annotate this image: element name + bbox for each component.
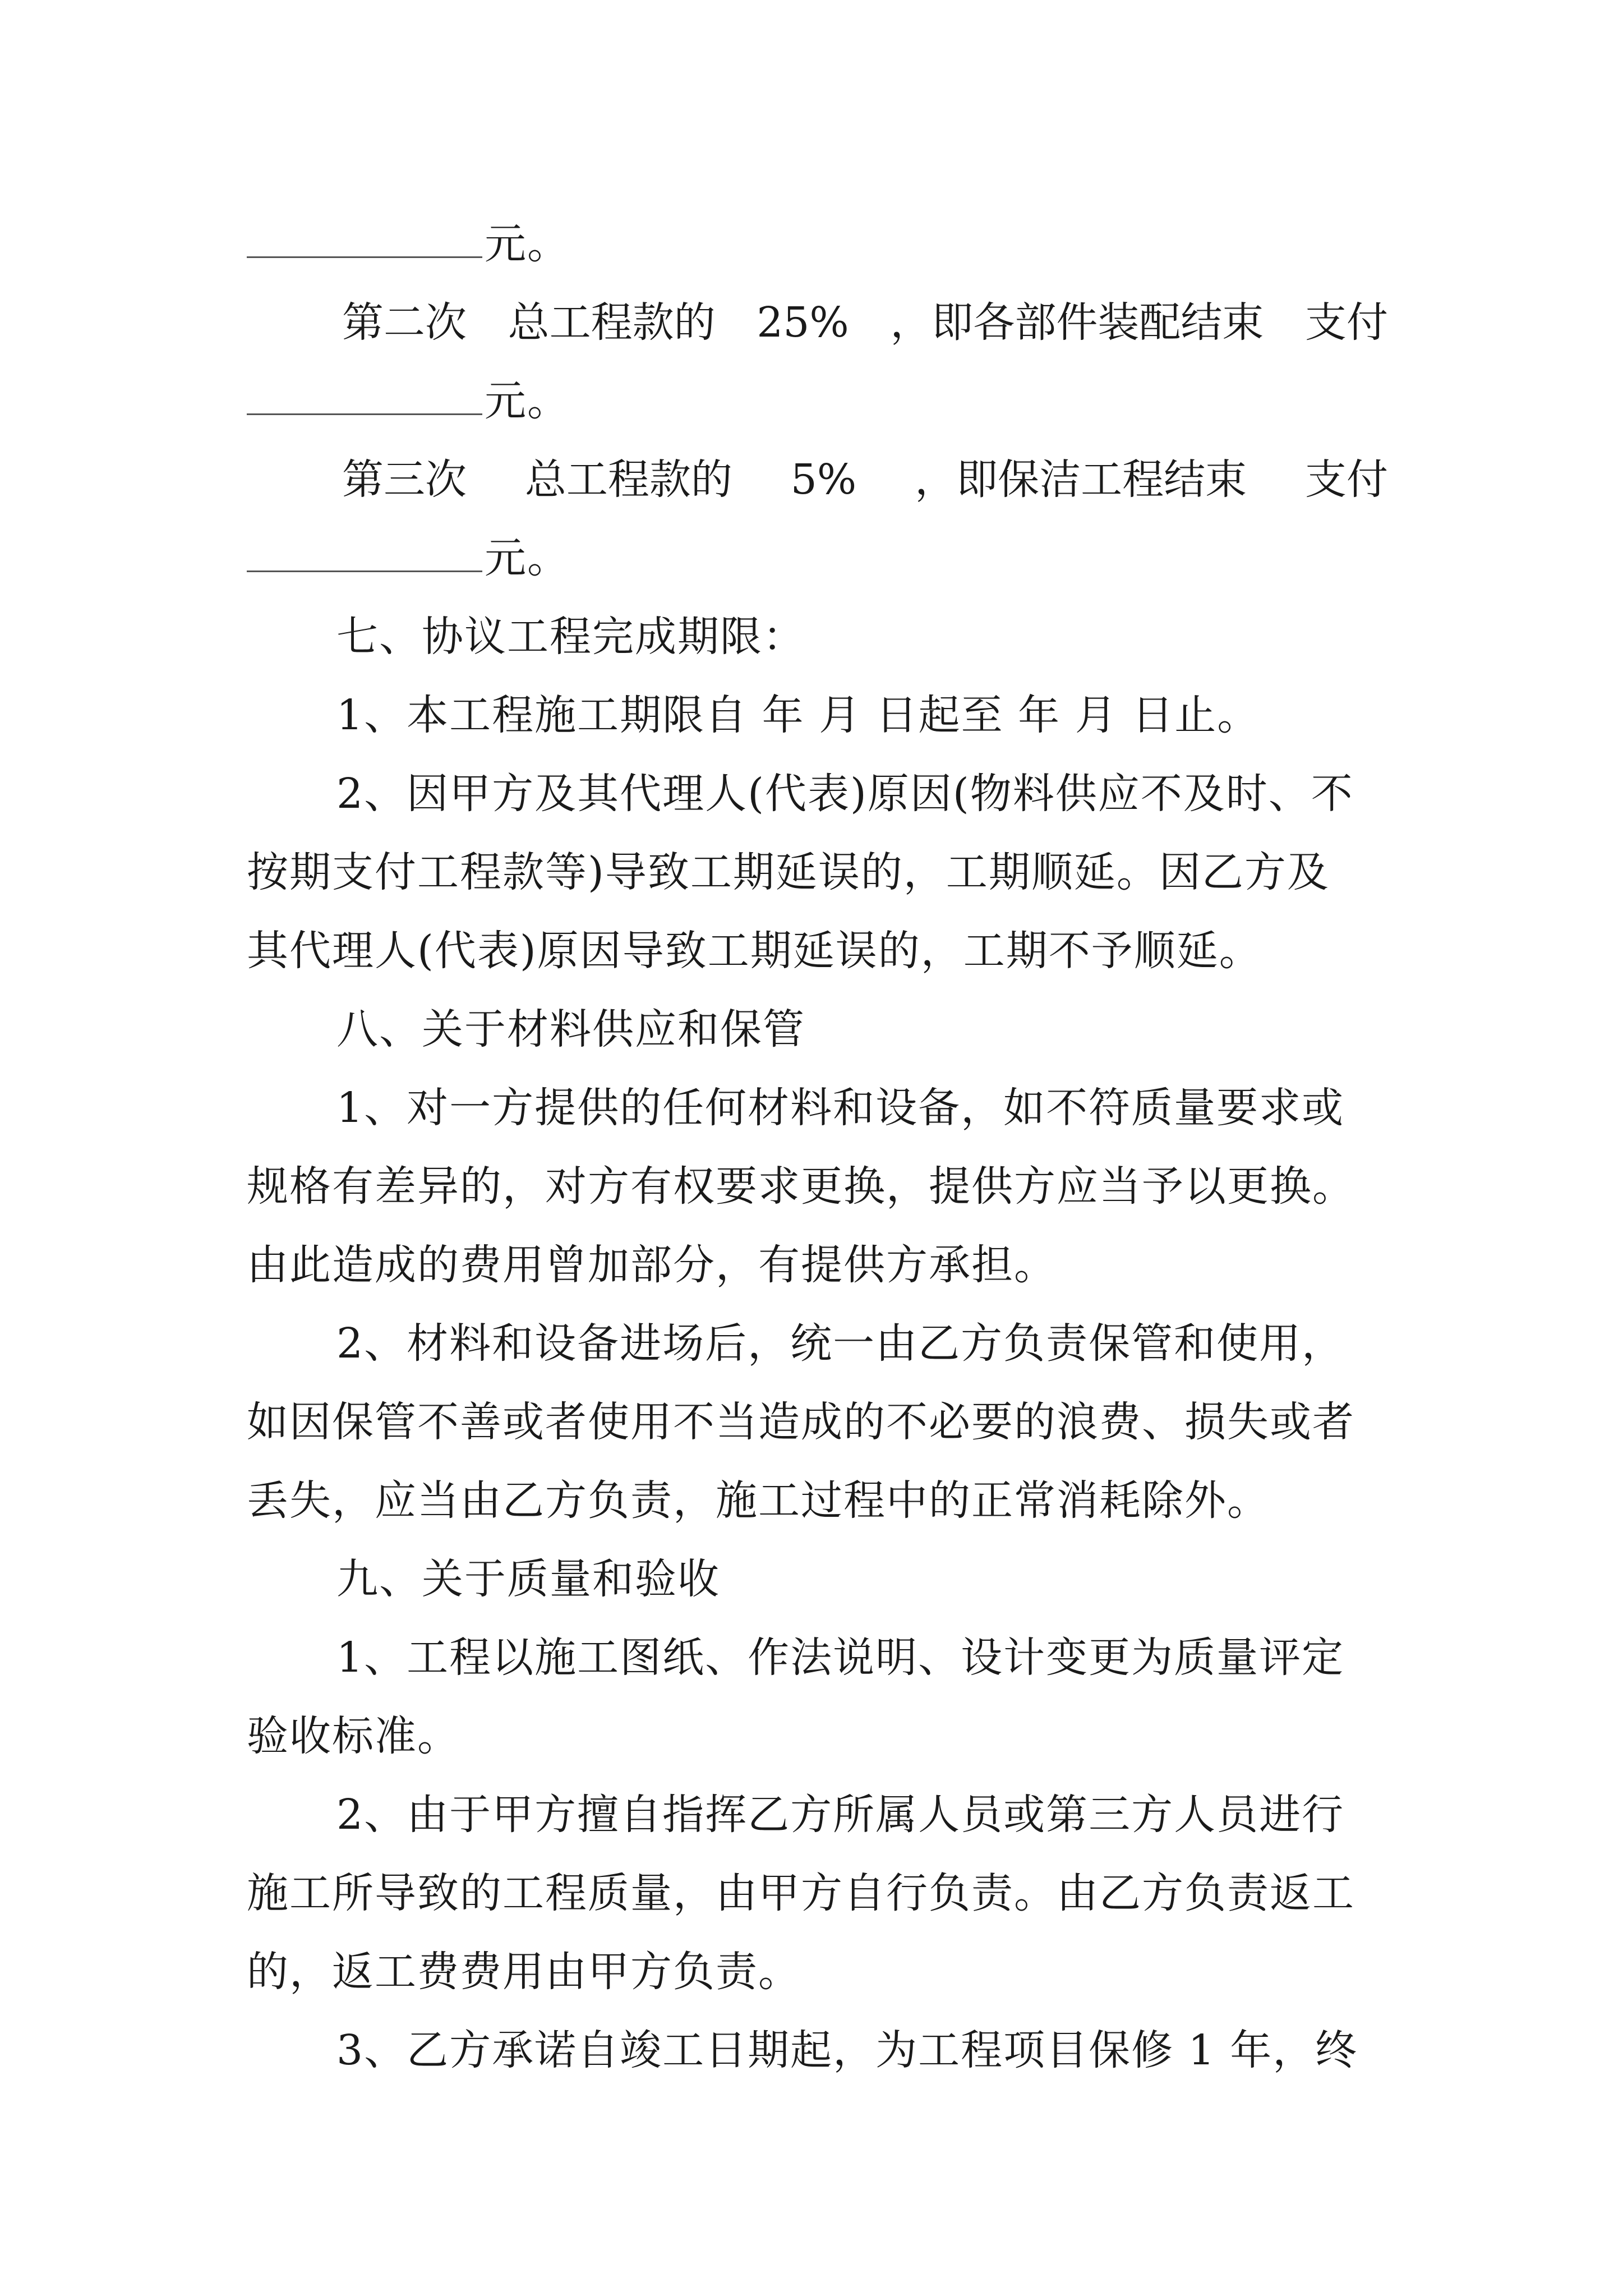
- section7-heading: 七、协议工程完成期限：: [336, 613, 805, 661]
- payment-third-part-4: ，即保洁工程结束: [915, 455, 1247, 504]
- section8-p1-line2: 规格有差异的，对方有权要求更换，提供方应当予以更换。: [247, 1162, 1355, 1211]
- section9-p2-line3: 的，返工费费用由甲方负责。: [247, 1948, 801, 1996]
- payment-third-amount-line: [247, 530, 570, 586]
- section8-heading: 八、关于材料供应和保管: [336, 1005, 805, 1053]
- payment-second-line: [342, 295, 1388, 351]
- payment-second-part-1: 第二次: [342, 298, 467, 347]
- amount-blank[interactable]: [247, 217, 482, 258]
- payment-second-amount-line: [247, 373, 570, 429]
- section8-p2-line2: 如因保管不善或者使用不当造成的不必要的浪费、损失或者: [247, 1398, 1355, 1446]
- payment-third-line: [342, 452, 1388, 508]
- section9-p3-line1: 3、乙方承诺自竣工日期起，为工程项目保修 1 年，终: [336, 2026, 1358, 2074]
- section7-p2-line2: 按期支付工程款等)导致工期延误的，工期顺延。因乙方及: [247, 848, 1330, 896]
- section9-heading: 九、关于质量和验收: [336, 1555, 720, 1603]
- section8-p1-line1: 1、对一方提供的任何材料和设备，如不符质量要求或: [336, 1084, 1345, 1132]
- section7-p2-line1: 2、因甲方及其代理人(代表)原因(物料供应不及时、不: [336, 770, 1354, 818]
- section7-p1: 1、本工程施工期限自 年 月 日起至 年 月 日止。: [336, 691, 1260, 739]
- payment-first-tail: 元。: [485, 220, 570, 268]
- payment-third-part-5: 支付: [1304, 455, 1388, 504]
- section8-p2-line1: 2、材料和设备进场后，统一由乙方负责保管和使用，: [336, 1319, 1345, 1368]
- payment-second-part-5: 支付: [1304, 298, 1388, 347]
- section9-p2-line1: 2、由于甲方擅自指挥乙方所属人员或第三方人员进行: [336, 1791, 1345, 1839]
- payment-second-tail: 元。: [485, 377, 570, 425]
- payment-second-part-3: 25%: [757, 298, 849, 347]
- section9-p2-line2: 施工所导致的工程质量，由甲方自行负责。由乙方负责返工: [247, 1869, 1355, 1917]
- payment-third-tail: 元。: [485, 534, 570, 582]
- payment-third-part-3: 5%: [790, 455, 857, 504]
- amount-blank[interactable]: [247, 374, 482, 415]
- payment-third-part-1: 第三次: [342, 455, 467, 504]
- section9-p1-line1: 1、工程以施工图纸、作法说明、设计变更为质量评定: [336, 1634, 1345, 1682]
- payment-second-part-2: 总工程款的: [508, 298, 716, 347]
- payment-first-line: [247, 216, 570, 272]
- section8-p1-line3: 由此造成的费用曾加部分，有提供方承担。: [247, 1241, 1057, 1289]
- section9-p1-line2: 验收标准。: [247, 1712, 460, 1760]
- section8-p2-line3: 丢失，应当由乙方负责，施工过程中的正常消耗除外。: [247, 1476, 1270, 1525]
- payment-second-part-4: ，即各部件装配结束: [890, 298, 1264, 347]
- section7-p2-line3: 其代理人(代表)原因导致工期延误的，工期不予顺延。: [247, 927, 1262, 975]
- payment-third-part-2: 总工程款的: [524, 455, 732, 504]
- amount-blank[interactable]: [247, 531, 482, 572]
